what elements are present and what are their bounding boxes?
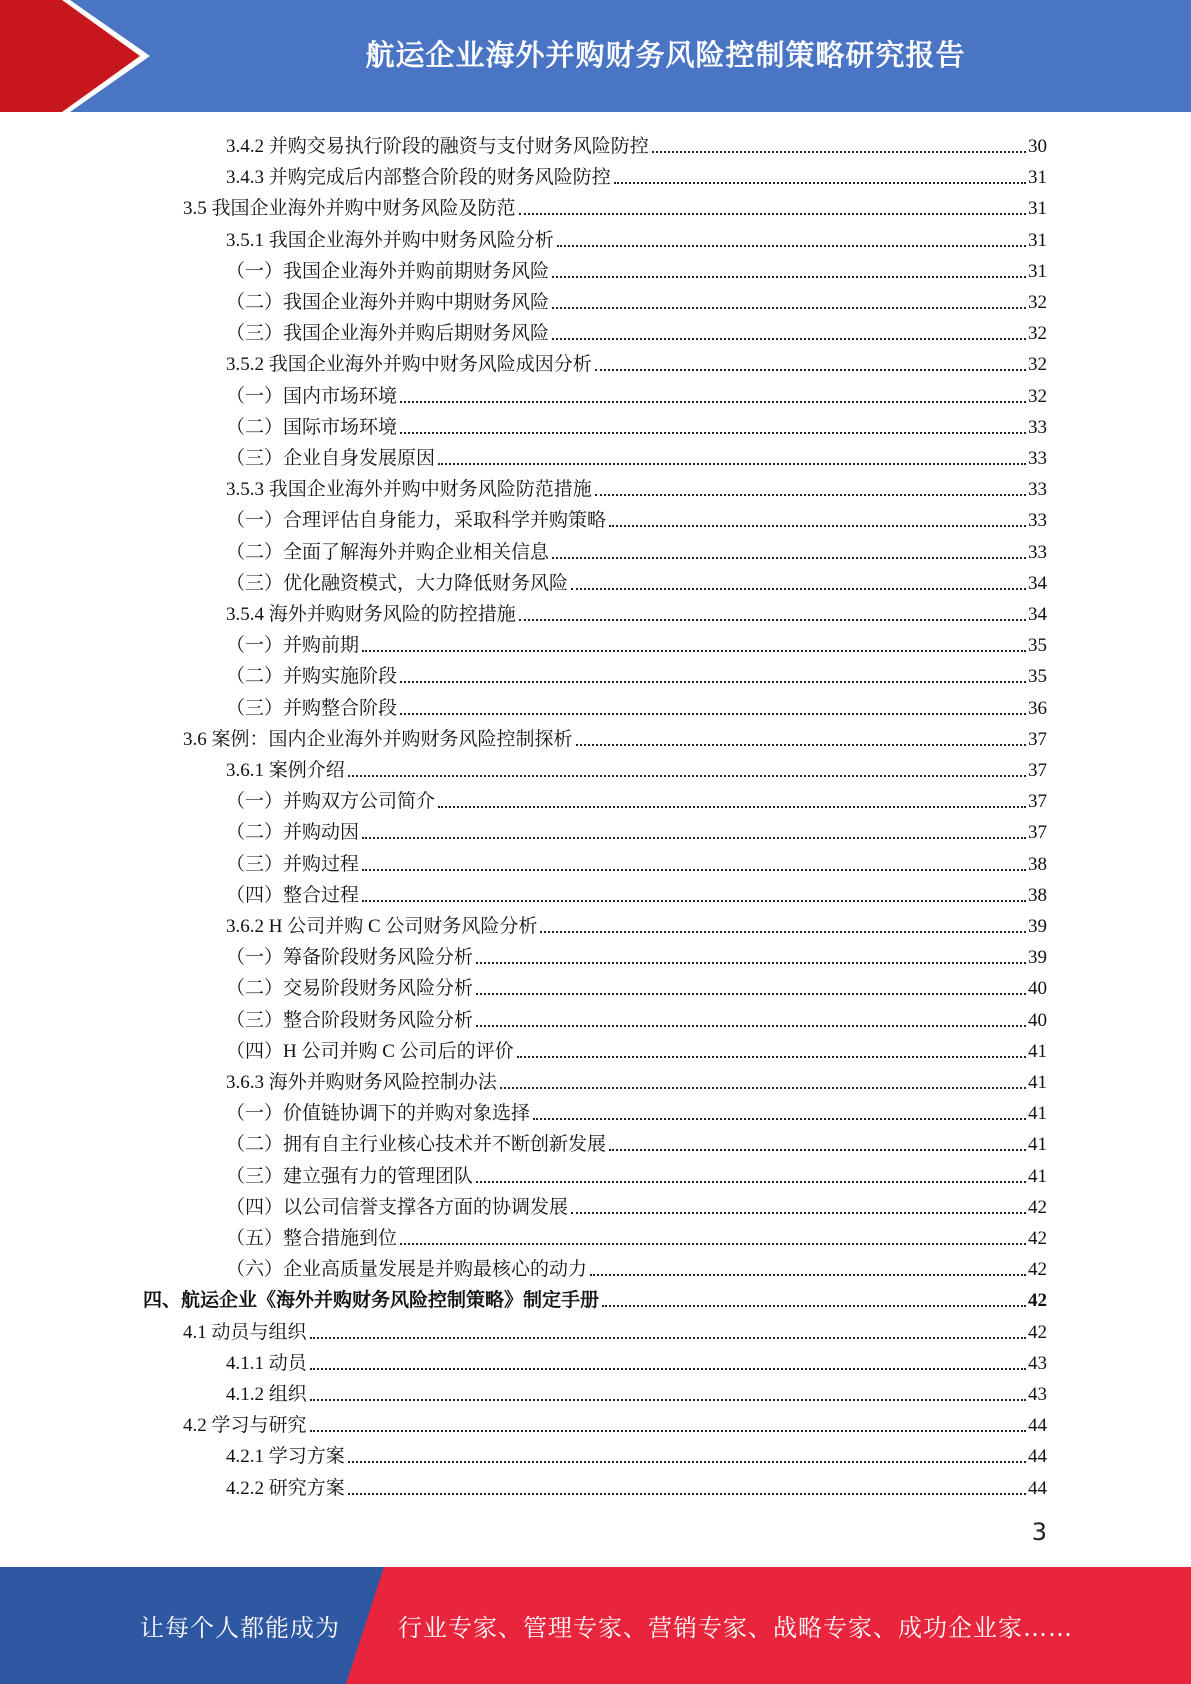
toc-entry[interactable] [143, 1281, 1047, 1312]
toc-entry-title: （二）我国企业海外并购中期财务风险 [226, 292, 550, 313]
toc-entry-title: 4.1.1 动员 [226, 1352, 307, 1374]
toc-entry[interactable] [226, 1063, 1047, 1094]
toc-entry[interactable] [226, 1437, 1047, 1468]
toc-dot-leader [476, 962, 1026, 964]
toc-entry[interactable] [183, 1313, 1047, 1344]
toc-dot-leader [400, 713, 1026, 715]
toc-dot-leader [500, 1087, 1026, 1089]
toc-entry-title: 3.4.2 并购交易执行阶段的融资与支付财务风险防控 [226, 136, 649, 157]
toc-entry[interactable] [226, 408, 1047, 439]
toc-entry[interactable] [226, 345, 1047, 376]
toc-dot-leader [310, 1399, 1026, 1401]
toc-entry-title: （一）合理评估自身能力，采取科学并购策略 [226, 510, 607, 532]
toc-entry-page: 32 [1028, 323, 1047, 345]
toc-entry-page: 33 [1028, 448, 1047, 469]
toc-dot-leader [476, 993, 1026, 995]
toc-entry-page: 42 [1028, 1228, 1047, 1249]
toc-dot-leader [552, 307, 1026, 309]
toc-entry-title: （三）优化融资模式，大力降低财务风险 [226, 572, 569, 594]
toc-entry[interactable] [226, 1125, 1047, 1156]
toc-entry-title: （三）整合阶段财务风险分析 [226, 1009, 474, 1031]
toc-entry-title: 3.5.2 我国企业海外并购中财务风险成因分析 [226, 354, 592, 376]
toc-dot-leader [519, 213, 1026, 215]
toc-entry[interactable] [226, 1094, 1047, 1125]
toc-entry-page: 41 [1028, 1165, 1047, 1187]
toc-entry-title: （一）我国企业海外并购前期财务风险 [226, 260, 550, 282]
toc-entry[interactable] [226, 1157, 1047, 1188]
toc-entry[interactable] [226, 1188, 1047, 1219]
toc-dot-leader [310, 1337, 1026, 1339]
toc-entry-title: 4.1.2 组织 [226, 1384, 307, 1405]
toc-entry[interactable] [226, 595, 1047, 626]
toc-entry-page: 31 [1028, 167, 1047, 189]
toc-entry-title: （二）交易阶段财务风险分析 [226, 978, 474, 1000]
toc-entry[interactable] [226, 533, 1047, 564]
toc-entry-page: 44 [1028, 1477, 1047, 1499]
toc-entry-title: 四、航运企业《海外并购财务风险控制策略》制定手册 [143, 1290, 600, 1312]
page-number: 3 [1031, 1518, 1047, 1546]
toc-entry-title: （一）筹备阶段财务风险分析 [226, 947, 474, 969]
toc-entry[interactable] [226, 1375, 1047, 1406]
toc-entry-page: 31 [1028, 229, 1047, 251]
toc-dot-leader [400, 401, 1026, 403]
toc-entry[interactable] [226, 127, 1047, 158]
toc-entry[interactable] [226, 689, 1047, 720]
toc-entry[interactable] [226, 564, 1047, 595]
toc-entry-title: （二）全面了解海外并购企业相关信息 [226, 541, 550, 563]
toc-entry-title: （三）企业自身发展原因 [226, 448, 436, 469]
footer-slogan-right: 行业专家、管理专家、营销专家、战略专家、成功企业家…… [398, 1614, 1073, 1642]
toc-entry-title: 3.6.3 海外并购财务风险控制办法 [226, 1072, 497, 1093]
toc-dot-leader [400, 432, 1026, 434]
toc-entry-title: 4.2.2 研究方案 [226, 1477, 345, 1499]
toc-dot-leader [362, 650, 1026, 652]
toc-dot-leader [348, 1461, 1026, 1463]
toc-entry-page: 42 [1028, 1321, 1047, 1343]
toc-entry-page: 38 [1028, 853, 1047, 875]
toc-entry[interactable] [226, 1032, 1047, 1063]
toc-entry-page: 41 [1028, 1040, 1047, 1062]
toc-dot-leader [476, 1181, 1026, 1183]
toc-dot-leader [576, 744, 1026, 746]
toc-entry[interactable] [226, 907, 1047, 938]
toc-entry[interactable] [226, 1344, 1047, 1375]
toc-entry-page: 31 [1028, 198, 1047, 220]
toc-dot-leader [438, 806, 1026, 808]
toc-entry[interactable] [226, 470, 1047, 501]
toc-entry-title: （三）建立强有力的管理团队 [226, 1165, 474, 1187]
toc-entry[interactable] [226, 813, 1047, 844]
toc-entry-title: 3.6.2 H 公司并购 C 公司财务风险分析 [226, 916, 538, 937]
toc-entry-page: 34 [1028, 572, 1047, 594]
toc-entry-title: 3.5 我国企业海外并购中财务风险及防范 [183, 198, 516, 220]
toc-entry-title: 3.6.1 案例介绍 [226, 760, 345, 781]
footer-slogan-left: 让每个人都能成为 [140, 1614, 340, 1642]
toc-entry-page: 35 [1028, 635, 1047, 657]
toc-dot-leader [400, 1243, 1026, 1245]
toc-entry-page: 32 [1028, 354, 1047, 376]
toc-entry[interactable] [226, 1469, 1047, 1500]
toc-dot-leader [571, 588, 1026, 590]
toc-entry[interactable] [226, 377, 1047, 408]
toc-entry-page: 32 [1028, 292, 1047, 313]
toc-dot-leader [348, 775, 1026, 777]
toc-dot-leader [533, 1118, 1026, 1120]
toc-entry-page: 44 [1028, 1446, 1047, 1468]
toc-dot-leader [348, 1493, 1026, 1495]
toc-entry-page: 41 [1028, 1103, 1047, 1125]
toc-entry-page: 30 [1028, 136, 1047, 157]
toc-entry-title: （五）整合措施到位 [226, 1228, 398, 1249]
toc-entry-title: （二）拥有自主行业核心技术并不断创新发展 [226, 1134, 607, 1156]
toc-dot-leader [552, 276, 1026, 278]
toc-entry[interactable] [226, 751, 1047, 782]
toc-entry-page: 32 [1028, 385, 1047, 407]
toc-entry-title: （六）企业高质量发展是并购最核心的动力 [226, 1259, 588, 1281]
toc-entry-page: 42 [1028, 1290, 1047, 1312]
toc-dot-leader [310, 1368, 1026, 1370]
toc-entry-page: 44 [1028, 1415, 1047, 1437]
toc-entry-title: （二）国际市场环境 [226, 416, 398, 438]
toc-entry-page: 37 [1028, 791, 1047, 813]
toc-entry-page: 42 [1028, 1259, 1047, 1281]
toc-dot-leader [609, 525, 1026, 527]
toc-entry[interactable] [183, 1406, 1047, 1437]
toc-entry[interactable] [226, 1250, 1047, 1281]
toc-dot-leader [362, 869, 1026, 871]
toc-entry-page: 37 [1028, 822, 1047, 844]
toc-entry-page: 35 [1028, 666, 1047, 688]
toc-entry-title: （二）并购动因 [226, 822, 360, 844]
toc-entry[interactable] [226, 626, 1047, 657]
toc-dot-leader [609, 1149, 1026, 1151]
toc-entry-page: 31 [1028, 260, 1047, 282]
toc-dot-leader [614, 182, 1026, 184]
toc-entry-page: 33 [1028, 479, 1047, 501]
toc-entry[interactable] [183, 720, 1047, 751]
toc-entry-page: 33 [1028, 541, 1047, 563]
toc-entry-title: （一）国内市场环境 [226, 385, 398, 407]
toc-entry-page: 43 [1028, 1384, 1047, 1405]
toc-entry-page: 33 [1028, 416, 1047, 438]
toc-entry[interactable] [226, 876, 1047, 907]
toc-entry-title: 3.5.4 海外并购财务风险的防控措施 [226, 604, 516, 625]
toc-entry[interactable] [226, 252, 1047, 283]
toc-entry-page: 37 [1028, 760, 1047, 781]
toc-entry-title: （三）并购整合阶段 [226, 697, 398, 719]
toc-entry-page: 39 [1028, 947, 1047, 969]
toc-dot-leader [400, 681, 1026, 683]
toc-entry-page: 41 [1028, 1134, 1047, 1156]
toc-entry[interactable] [226, 657, 1047, 688]
page-header [0, 0, 1191, 112]
toc-entry-title: （一）并购双方公司简介 [226, 791, 436, 813]
toc-entry[interactable] [226, 283, 1047, 314]
toc-entry-title: 3.6 案例：国内企业海外并购财务风险控制探析 [183, 728, 573, 750]
toc-entry[interactable] [183, 189, 1047, 220]
toc-entry-page: 33 [1028, 510, 1047, 532]
toc-entry[interactable] [226, 938, 1047, 969]
toc-entry-title: （四）以公司信誉支撑各方面的协调发展 [226, 1196, 569, 1218]
toc-entry[interactable] [226, 845, 1047, 876]
toc-entry-page: 34 [1028, 604, 1047, 625]
toc-entry[interactable] [226, 158, 1047, 189]
toc-dot-leader [595, 369, 1026, 371]
toc-entry[interactable] [226, 782, 1047, 813]
toc-dot-leader [476, 1025, 1026, 1027]
toc-entry[interactable] [226, 1001, 1047, 1032]
toc-entry-page: 40 [1028, 1009, 1047, 1031]
toc-dot-leader [438, 463, 1026, 465]
toc-dot-leader [552, 557, 1026, 559]
toc-entry-page: 43 [1028, 1352, 1047, 1374]
toc-entry-title: （三）我国企业海外并购后期财务风险 [226, 323, 550, 345]
toc-entry-page: 38 [1028, 884, 1047, 906]
toc-dot-leader [517, 1056, 1026, 1058]
toc-dot-leader [602, 1305, 1026, 1307]
toc-entry-title: （四）H 公司并购 C 公司后的评价 [226, 1040, 514, 1062]
toc-entry-page: 42 [1028, 1196, 1047, 1218]
toc-dot-leader [652, 151, 1026, 153]
toc-dot-leader [362, 837, 1026, 839]
toc-entry-page: 39 [1028, 916, 1047, 937]
toc-entry-title: 3.5.1 我国企业海外并购中财务风险分析 [226, 229, 554, 251]
toc-entry-title: （一）价值链协调下的并购对象选择 [226, 1103, 531, 1125]
toc-entry-title: 4.1 动员与组织 [183, 1321, 307, 1343]
toc-entry-title: （四）整合过程 [226, 884, 360, 906]
toc-entry-title: （二）并购实施阶段 [226, 666, 398, 688]
toc-dot-leader [519, 619, 1026, 621]
toc-dot-leader [362, 900, 1026, 902]
toc-dot-leader [590, 1274, 1026, 1276]
toc-entry-title: （一）并购前期 [226, 635, 360, 657]
toc-entry[interactable] [226, 501, 1047, 532]
toc-entry[interactable] [226, 314, 1047, 345]
toc-entry-page: 40 [1028, 978, 1047, 1000]
toc-entry[interactable] [226, 1219, 1047, 1250]
toc-entry-title: 3.4.3 并购完成后内部整合阶段的财务风险防控 [226, 167, 611, 189]
toc-entry[interactable] [226, 221, 1047, 252]
header-title: 航运企业海外并购财务风险控制策略研究报告 [365, 37, 966, 72]
toc-entry[interactable] [226, 439, 1047, 470]
toc-dot-leader [557, 245, 1026, 247]
toc-entry-title: 4.2 学习与研究 [183, 1415, 307, 1437]
toc-entry-page: 37 [1028, 728, 1047, 750]
toc-dot-leader [540, 931, 1026, 933]
toc-entry-title: 3.5.3 我国企业海外并购中财务风险防范措施 [226, 479, 592, 501]
toc-entry-title: 4.2.1 学习方案 [226, 1446, 345, 1468]
toc-entry-page: 41 [1028, 1072, 1047, 1093]
toc-dot-leader [571, 1212, 1026, 1214]
toc-dot-leader [595, 494, 1026, 496]
toc-entry-title: （三）并购过程 [226, 853, 360, 875]
toc-entry-page: 36 [1028, 697, 1047, 719]
toc-dot-leader [552, 338, 1026, 340]
page-footer [0, 1567, 1191, 1684]
toc-entry[interactable] [226, 969, 1047, 1000]
toc-dot-leader [310, 1430, 1026, 1432]
